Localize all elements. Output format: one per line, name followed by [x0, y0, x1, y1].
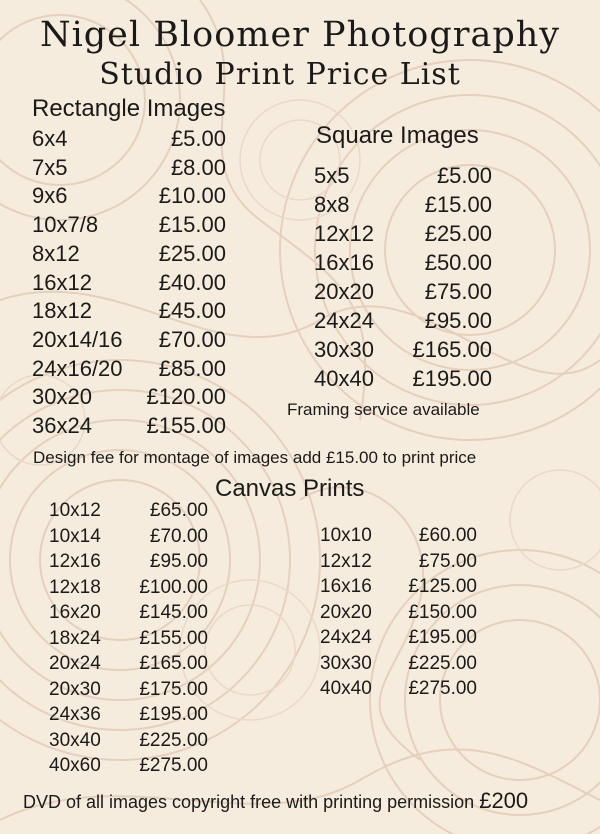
price-row — [49, 524, 208, 550]
price-row — [32, 181, 226, 210]
price-row — [32, 296, 226, 325]
print-price: £165.00 — [412, 337, 492, 362]
page-title: Nigel Bloomer Photography — [39, 15, 561, 55]
print-size: 7x5 — [32, 154, 68, 180]
rectangle-heading: Rectangle Images — [32, 95, 226, 122]
price-row — [49, 498, 208, 524]
dvd-text: DVD of all images copyright free with printing permission — [23, 792, 475, 812]
print-price: £60.00 — [418, 525, 477, 546]
print-size: 40x40 — [314, 366, 374, 391]
framing-note: Framing service available — [287, 400, 480, 419]
price-row — [49, 600, 208, 626]
print-price: £155.00 — [146, 413, 226, 438]
print-price: £75.00 — [424, 279, 492, 304]
print-price: £70.00 — [158, 326, 226, 352]
print-price: £195.00 — [408, 627, 477, 648]
price-row — [314, 190, 492, 219]
print-price: £275.00 — [139, 755, 208, 776]
print-price: £165.00 — [139, 653, 208, 674]
price-row — [49, 626, 208, 652]
print-price: £225.00 — [408, 652, 477, 674]
print-price: £5.00 — [436, 163, 492, 188]
print-size: 12x16 — [49, 551, 101, 572]
print-price: £275.00 — [408, 678, 477, 699]
print-size: 20x30 — [49, 678, 101, 700]
price-row — [314, 248, 492, 277]
price-row — [32, 382, 226, 411]
design-fee-note: Design fee for montage of images add £15.00 to print price — [33, 448, 477, 467]
print-price: £195.00 — [139, 704, 208, 725]
print-size: 10x7/8 — [32, 212, 99, 238]
print-price: £50.00 — [424, 250, 492, 275]
print-price: £195.00 — [412, 366, 492, 391]
print-size: 6x4 — [32, 126, 68, 151]
price-row — [320, 651, 477, 677]
print-size: 20x14/16 — [32, 326, 123, 352]
price-row — [49, 728, 208, 754]
print-size: 18x12 — [32, 298, 92, 324]
print-size: 24x36 — [49, 704, 101, 725]
print-price: £125.00 — [408, 576, 477, 597]
print-size: 40x40 — [320, 678, 372, 699]
price-row — [320, 600, 477, 626]
print-price: £95.00 — [424, 308, 492, 333]
print-size: 5x5 — [314, 163, 350, 188]
print-size: 10x10 — [320, 525, 372, 546]
print-size: 24x24 — [320, 627, 372, 648]
print-size: 10x14 — [49, 525, 101, 547]
print-size: 20x24 — [49, 653, 101, 674]
print-price: £25.00 — [158, 240, 226, 266]
print-size: 16x20 — [49, 602, 101, 623]
dvd-offer — [23, 788, 528, 815]
print-price: £25.00 — [424, 221, 492, 246]
price-row — [32, 124, 226, 153]
price-row — [314, 364, 492, 393]
print-size: 40x60 — [49, 755, 101, 776]
print-price: £85.00 — [158, 355, 226, 381]
square-heading: Square Images — [316, 122, 479, 149]
print-size: 30x40 — [49, 729, 101, 751]
print-size: 30x30 — [320, 652, 372, 674]
price-row — [320, 625, 477, 651]
price-row — [49, 549, 208, 575]
dvd-price: £200 — [479, 788, 529, 813]
price-row — [32, 239, 226, 268]
price-row — [314, 277, 492, 306]
print-size: 12x12 — [314, 221, 374, 246]
print-size: 10x12 — [49, 500, 101, 521]
price-row — [32, 153, 226, 182]
print-price: £10.00 — [158, 183, 226, 209]
price-row — [49, 677, 208, 703]
print-price: £8.00 — [170, 154, 226, 180]
print-price: £150.00 — [408, 601, 477, 623]
print-size: 30x30 — [314, 337, 374, 362]
price-row — [49, 702, 208, 728]
page-subtitle: Studio Print Price List — [99, 57, 461, 92]
print-price: £120.00 — [146, 384, 226, 410]
print-price: £15.00 — [424, 192, 492, 217]
print-price: £100.00 — [139, 576, 208, 598]
print-size: 8x8 — [314, 192, 350, 217]
print-size: 20x20 — [314, 279, 374, 304]
price-row — [49, 651, 208, 677]
price-row — [49, 753, 208, 779]
print-size: 30x20 — [32, 384, 92, 410]
print-price: £70.00 — [149, 525, 208, 547]
price-row — [314, 335, 492, 364]
print-size: 8x12 — [32, 240, 80, 266]
print-price: £15.00 — [158, 212, 226, 238]
print-size: 24x24 — [314, 308, 374, 333]
price-row — [32, 354, 226, 383]
print-price: £145.00 — [139, 602, 208, 623]
print-size: 36x24 — [32, 413, 92, 438]
print-price: £225.00 — [139, 729, 208, 751]
print-price: £5.00 — [170, 126, 226, 151]
print-size: 16x16 — [320, 576, 372, 597]
print-size: 12x18 — [49, 576, 101, 598]
print-size: 9x6 — [32, 183, 68, 209]
print-price: £45.00 — [158, 298, 226, 324]
print-size: 12x12 — [320, 550, 372, 572]
print-size: 18x24 — [49, 627, 101, 649]
print-price: £155.00 — [139, 627, 208, 649]
price-row — [49, 575, 208, 601]
price-row — [32, 268, 226, 297]
print-price: £175.00 — [139, 678, 208, 700]
print-size: 16x16 — [314, 250, 374, 275]
price-row — [320, 523, 477, 549]
print-size: 20x20 — [320, 601, 372, 623]
price-row — [314, 219, 492, 248]
print-price: £65.00 — [149, 500, 208, 521]
print-price: £75.00 — [418, 550, 477, 572]
price-row — [32, 411, 226, 440]
print-size: 16x12 — [32, 269, 92, 295]
print-price: £40.00 — [158, 269, 226, 295]
price-row — [32, 325, 226, 354]
canvas-heading: Canvas Prints — [215, 475, 365, 502]
price-row — [314, 306, 492, 335]
price-row — [320, 549, 477, 575]
print-size: 24x16/20 — [32, 355, 123, 381]
price-row — [314, 161, 492, 190]
price-row — [320, 676, 477, 702]
print-price: £95.00 — [149, 551, 208, 572]
price-row — [32, 210, 226, 239]
price-row — [320, 574, 477, 600]
